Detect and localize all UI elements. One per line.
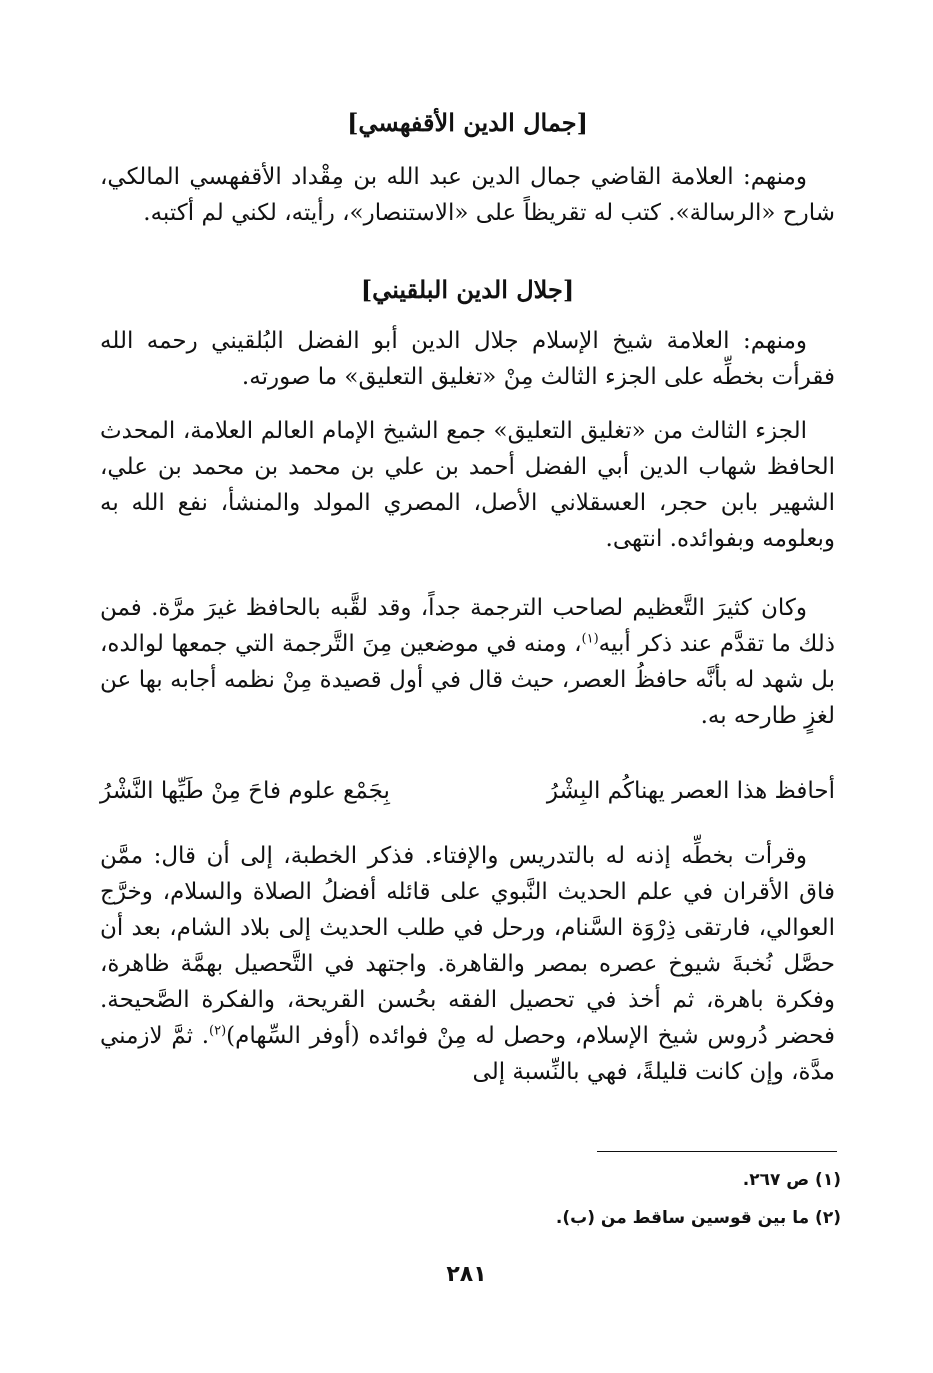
paragraph-4-part-1: وقرأت بخطِّه إذنه له بالتدريس والإفتاء. فذكر الخطبة، إلى أن قال: ممَّن فاق الأقران في علم الحديث النَّبوي على قائله أفضلُ الصلاة والسلام، وخرَّج العوالي، فارتقى ذِرْوَة السَّنام، ورحل في طلب الحديث إلى بلاد الشام، بعد أن حصَّل نُخبةَ شيوخ عصره بمصر والقاهرة. واجتهد في التَّحصيل بهمَّة ظاهرة، وفكرة باهرة، ثم أخذ في تحصيل الفقه بحُسن القريحة، والفكرة الصَّحيحة. فحضر دُروس شيخ الإسلام، وحصل له مِنْ فوائده (أوفر السِّهام) [100,843,836,1049]
footnote-ref-2: (٢) [209,1023,227,1039]
bulqini-paragraph-3 [100,590,835,734]
verse-first-hemistich: أحافظ هذا العصر يهناكُم البِشْرُ [546,778,835,804]
page-number: ٢٨١ [446,1262,487,1287]
bulqini-paragraph-4 [100,838,835,1090]
quoted-inscription-block [100,413,835,557]
paragraph-3-part-1: وكان كثيرَ التَّعظيم لصاحب الترجمة جداً، وقد لقَّبه بالحافظ غيرَ مرَّة. فمن ذلك ما تقدَّم عند ذكر أبيه [100,595,835,657]
footnote-ref-1: (١) [581,631,599,647]
bulqini-paragraph-3-block [100,590,835,734]
paragraph-3-part-2: ، ومنه في موضعين مِنَ التَّرجمة التي جمعها لوالده، بل شهد له بأنَّه حافظُ العصر، حيث قال في أول قصيدة مِنْ نظمه أجابه بها عن لغزٍ طارحه به. [100,631,835,729]
verse-second-hemistich: بِجَمْع علوم فاحَ مِنْ طَيِّها النَّشْرُ [100,778,390,804]
footnote-separator [597,1151,837,1152]
quoted-inscription: الجزء الثالث من «تغليق التعليق» جمع الشيخ الإمام العالم العلامة، المحدث الحافظ شهاب الدين أبي الفضل أحمد بن علي بن محمد بن محمد بن علي، الشهير بابن حجر، العسقلاني الأصل، المصري المولد والمنشأ، نفع الله به وبعلومه وبفوائده. انتهى. [100,418,835,552]
aqfahsi-paragraph: ومنهم: العلامة القاضي جمال الدين عبد الله بن مِقْداد الأقفهسي المالكي، شارح «الرسالة». كتب له تقريظاً على «الاستنصار»، رأيته، لكني لم أكتبه. [100,164,835,226]
section-heading-aqfahsi: [جمال الدين الأقفهسي] [347,108,588,137]
footnote-2: (٢) ما بين قوسين ساقط من (ب). [555,1208,841,1228]
aqfahsi-paragraph-block [100,159,835,231]
section-heading-bulqini: [جلال الدين البلقيني] [360,275,575,304]
bulqini-paragraph-1-block [100,323,835,395]
paragraph-4-part-2: . ثمَّ لازمني مدَّة، وإن كانت قليلةً، فهي بالنِّسبة إلى [100,1023,835,1085]
bulqini-paragraph-4-block [100,838,835,1090]
poetry-verse [100,778,835,804]
bulqini-paragraph-1: ومنهم: العلامة شيخ الإسلام جلال الدين أبو الفضل البُلقيني رحمه الله فقرأت بخطِّه على الجزء الثالث مِنْ «تغليق التعليق» ما صورته. [100,328,835,390]
footnote-1: (١) ص ٢٦٧. [742,1170,841,1190]
